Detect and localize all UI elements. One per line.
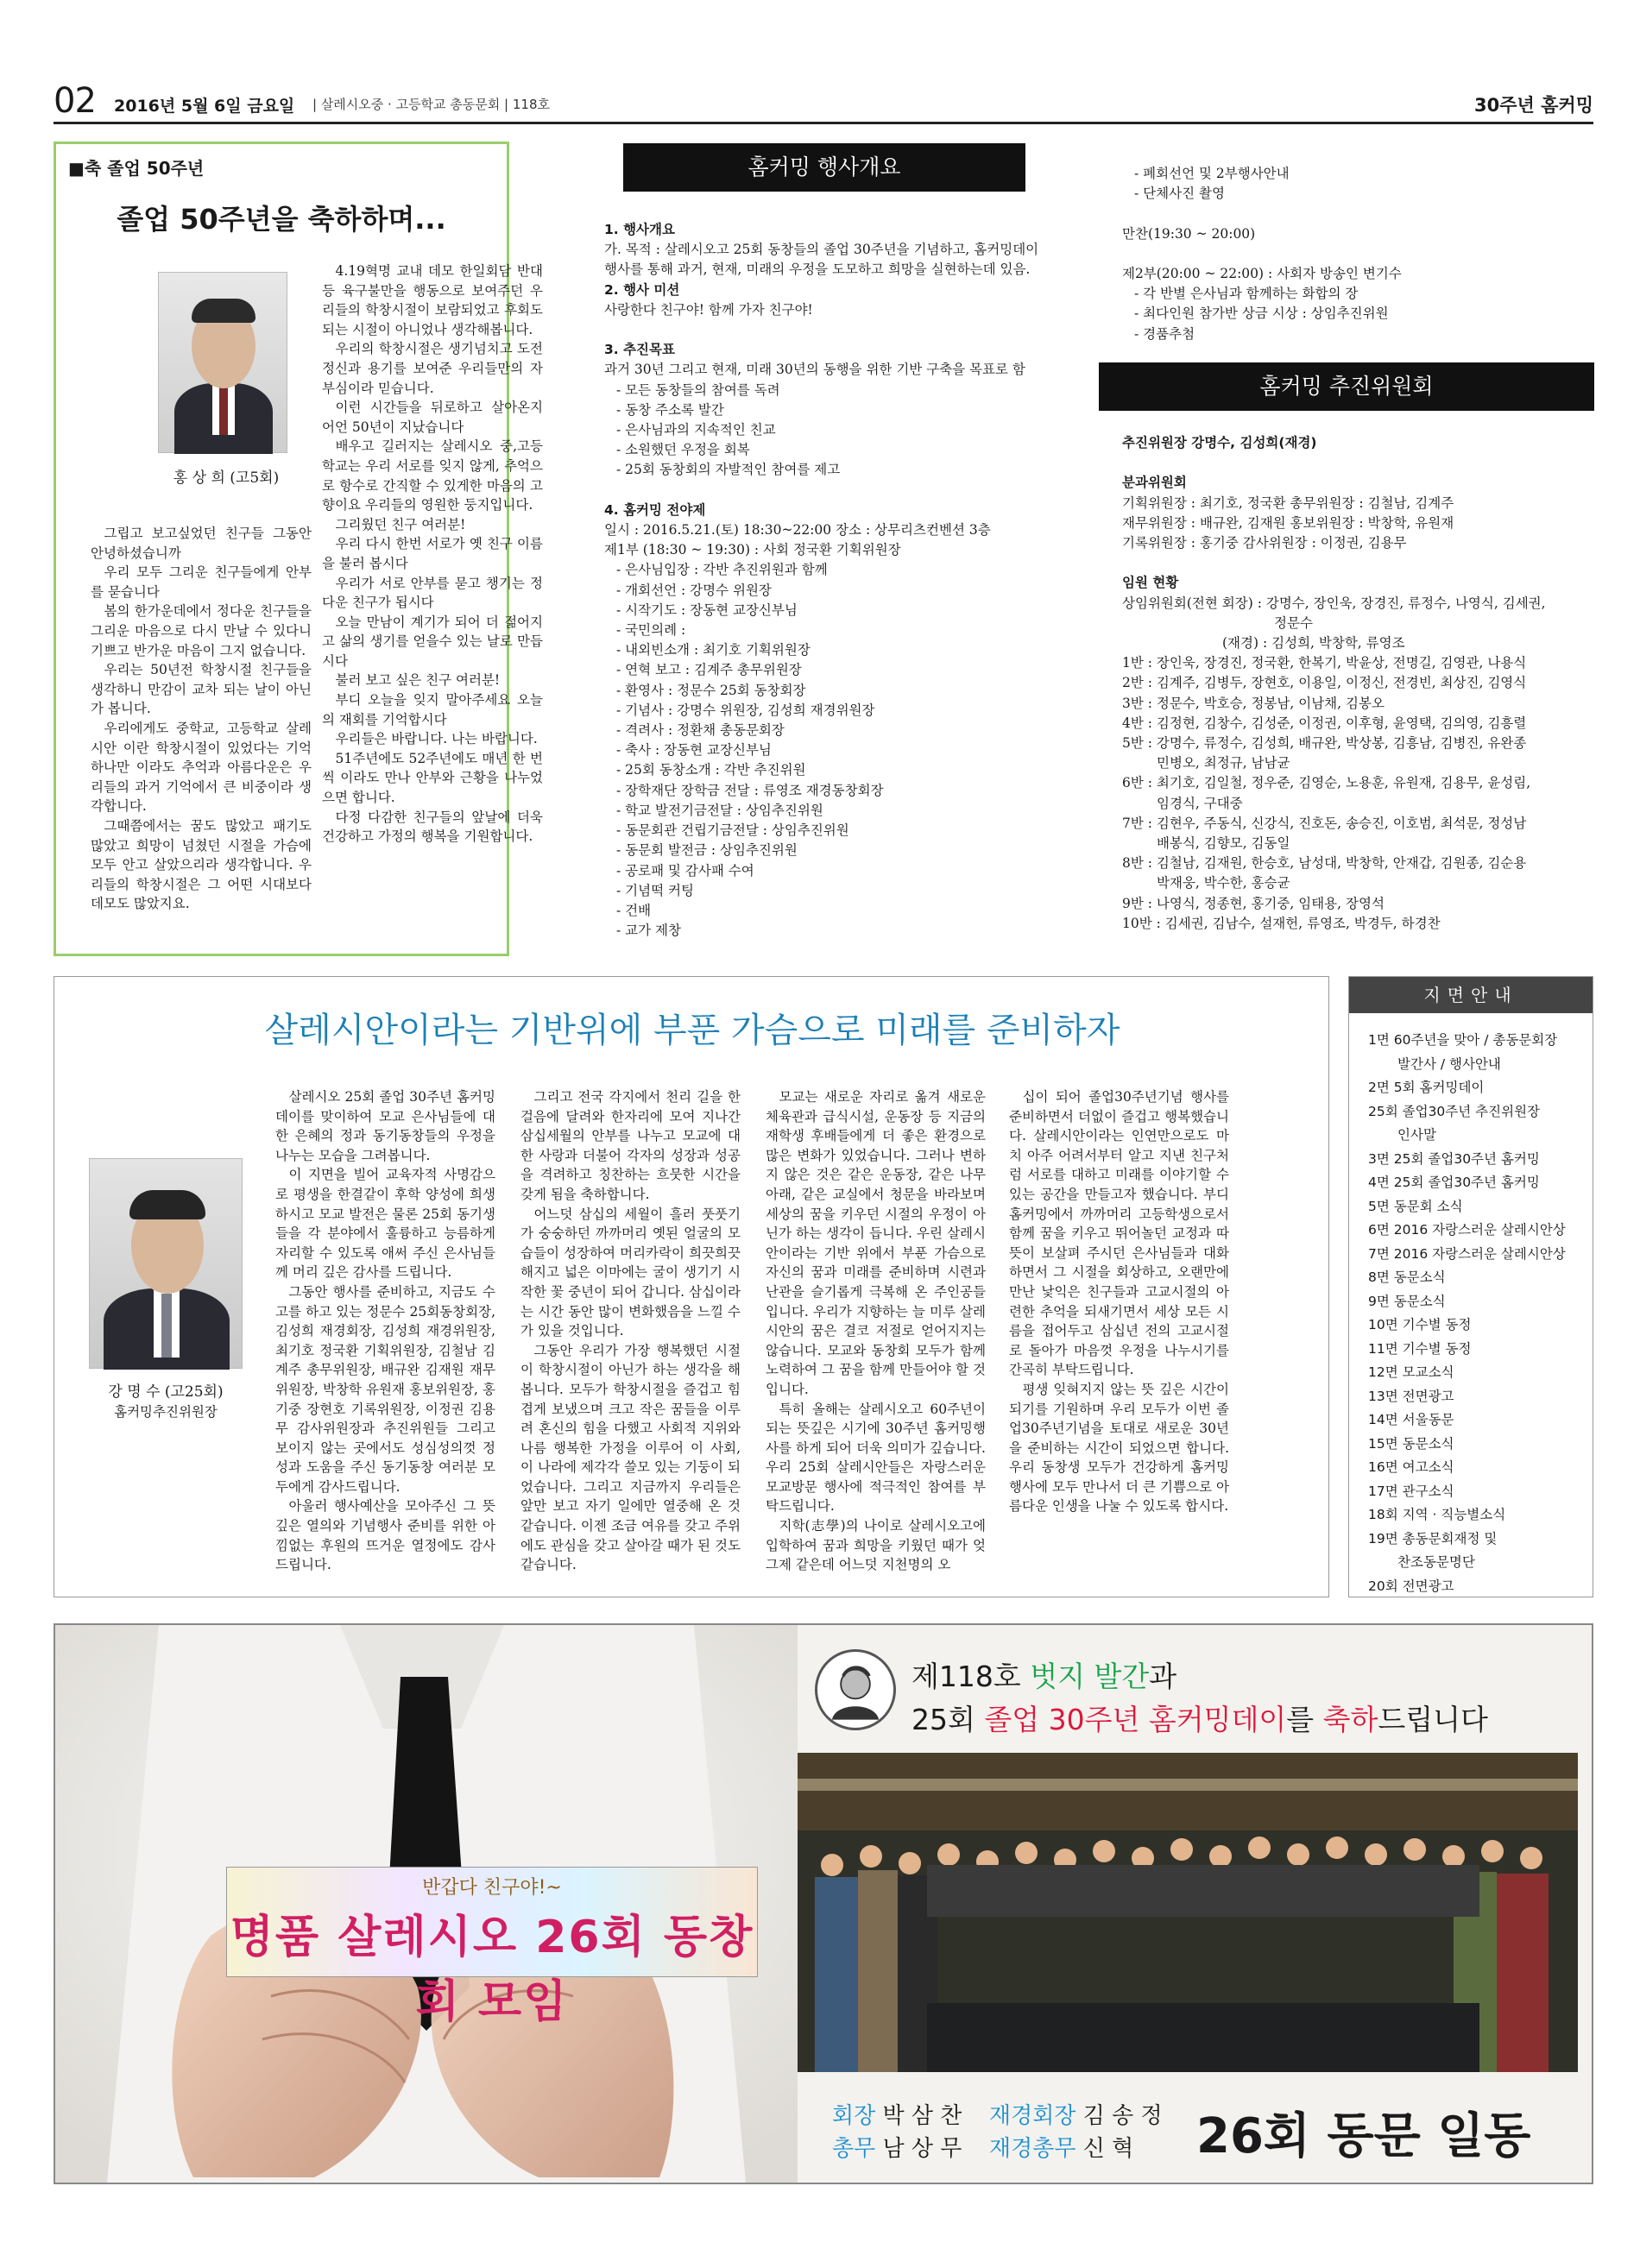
committee-line: 재무위원장 : 배규완, 김재원 홍보위원장 : 박창학, 유원재 (1122, 514, 1454, 531)
officer-president: 회장 박 삼 찬 (832, 2103, 962, 2129)
committee-line: 9반 : 나영식, 정종현, 홍기중, 임태용, 장영석 (1122, 895, 1385, 911)
ad-headline-1: 제118호 벗지 발간과 (911, 1660, 1177, 1693)
overview-line: - 모든 동창들의 참여를 독려 (616, 381, 780, 398)
paragraph: 십이 되어 졸업30주년기념 행사를 준비하면서 더없이 즐겁고 행복했습니다. 살레시안이라는 인연만으로도 마치 아주 어려서부터 알고 지낸 친구처럼 서로를 대하고 미래를 이야기할 수 있는 공간을 만들고자 했습니다. 부디 홈커밍에서 까까머리 고등학생으로서 함께 꿈을 키우고 뛰어놀던 교정과 따뜻이 보살펴 주시던 은사님들과 대화하면서 그 시절을 회상하고, 오랜만에 만난 낯익은 친구들과 고교시절의 아련한 추억을 되새기면서 세상 모든 시름을 접어두고 삼십년 전의 고교시절로 돌아가 마음껏 우정을 나누시기를 간곡히 부탁드립니다. (1009, 1089, 1229, 1378)
article-50th-anniversary (54, 142, 543, 956)
paragraph: 그때쯤에서는 꿈도 많았고 패기도 많았고 희망이 넘쳤던 시절을 가슴에 모두 안고 살았으리라 생각합니다. 우리들의 학창시절은 그 어떤 시대보다 데모도 많았지요. (91, 817, 312, 912)
overview-line: - 축사 : 장동현 교장신부님 (616, 742, 772, 759)
paragraph: 어느덧 삼십의 세월이 흘러 풋풋기가 숭숭하던 까까머리 옛된 얼굴의 모습들이 성장하여 머리카락이 희끗희끗 해지고 넓은 이마에는 굴이 생기기 시작한 꽃 중년이 되어 갑니다. 삼십이라는 시간 동안 많이 변화했음을 느낄 수가 있을 것입니다. (520, 1206, 741, 1339)
index-item: 3면 25회 졸업30주년 홈커밍 (1368, 1150, 1540, 1167)
paragraph: 우리에게도 중학교, 고등학교 살레시안 이란 학창시절이 있었다는 기억 하나만 이라도 추억과 아름다운은 우리들의 과거 기억에서 큰 비중이라 생각합니다. (91, 720, 312, 815)
paragraph: 51주년에도 52주년에도 매년 한 번씩 이라도 만나 안부와 근황을 나누었으면 합니다. (322, 750, 543, 806)
overview-line: - 시작기도 : 장동현 교장신부님 (616, 602, 798, 618)
article-column-1 (91, 524, 312, 914)
index-item: 25회 졸업30주년 추진위원장 (1368, 1103, 1541, 1119)
paragraph: 배우고 길러지는 살레시오 중,고등학교는 우리 서로를 잊지 않게, 추억으로 항수로 간직할 수 있게한 마음의 고향이요 우리들의 영원한 둥지입니다. (322, 438, 543, 513)
founder-emblem (815, 1649, 896, 1730)
index-item: 10면 기수별 동정 (1368, 1317, 1472, 1332)
overview-line (604, 320, 1053, 340)
article-column-3 (766, 1087, 986, 1575)
overview-line: - 기념사 : 강명수 위원장, 김성희 재경위원장 (616, 702, 875, 718)
program-line (1122, 204, 1605, 224)
index-item: 찬조동문명단 (1397, 1554, 1475, 1570)
committee-line: 6반 : 최기호, 김일철, 정우준, 김영순, 노용훈, 유원재, 김용무, 윤성림, (1122, 775, 1531, 791)
committee-line: 기획위원장 : 최기호, 정국환 총무위원장 : 김철남, 김계주 (1122, 495, 1454, 511)
committee-line: 2반 : 김계주, 김병두, 장현호, 이용일, 이정신, 전경빈, 최상진, 김영식 (1122, 675, 1527, 691)
index-item: 6면 2016 자랑스러운 살레시안상 (1368, 1222, 1566, 1238)
paragraph: 우리의 학창시절은 생기넘치고 도전정신과 용기를 보여준 우리들만의 자부심이라 믿습니다. (322, 341, 543, 396)
index-item: 9면 동문소식 (1368, 1293, 1446, 1309)
index-item: 16면 여고소식 (1368, 1459, 1454, 1475)
committee-line: 기록위원장 : 홍기중 감사위원장 : 이정권, 김용무 (1122, 535, 1407, 551)
overview-line: 4. 홈커밍 전야제 (604, 501, 706, 518)
paragraph: 그립고 보고싶었던 친구들 그동안 안녕하셨습니까 (91, 526, 312, 561)
paragraph: 우리가 서로 안부를 묻고 챙기는 정다운 친구가 됩시다 (322, 575, 543, 611)
index-item: 4면 25회 졸업30주년 홈커밍 (1368, 1175, 1540, 1190)
overview-line: - 격려사 : 정환채 총동문회장 (616, 722, 785, 739)
overview-line: - 은사님과의 지속적인 친교 (616, 422, 776, 438)
paragraph: 오늘 만남이 계기가 되어 더 젊어지고 삶의 생기를 얻을수 있는 날로 만듭시다 (322, 614, 543, 669)
ad-headline-2: 25회 졸업 30주년 홈커밍데이를 축하드립니다 (911, 1703, 1488, 1736)
paragraph: 모교는 새로운 자리로 옮겨 새로운 체육관과 급식시설, 운동장 등 지금의 재학생 후배들에게 더 좋은 환경으로 많은 변화가 있었습니다. 그러나 변하지 않은 것은 같은 운동장, 같은 나무 아래, 같은 교실에서 청문을 바라보며 세상의 꿈을 키우던 시절의 우정이 아닌가 하는 생각이 듭니다. 우린 살레시안이라는 기반 위에서 부푼 가슴으로 자신의 꿈과 미래를 준비하며 시련과 난관을 슬기롭게 극복해 온 주인공들입니다. 우리가 지향하는 늘 미루 살레시안의 꿈은 결코 저절로 얻어지지는 않습니다. 모교와 동창회 모두가 함께 노력하여 그 꿈을 함께 만들어야 할 것입니다. (766, 1089, 986, 1397)
page-number: 02 (54, 81, 96, 121)
paragraph: 특히 올해는 살레시오고 60주년이 되는 뜻깊은 시기에 30주년 홈커밍행사를 하게 되어 더욱 의미가 깊습니다. 우리 25회 살레시안들은 자랑스러운 모교방문 행사에 적극적인 참여를 부탁드립니다. (766, 1401, 986, 1515)
overview-line: - 동문회 발전금 : 상임추진위원 (616, 842, 798, 859)
overview-line: - 은사님입장 : 각반 추진위원과 함께 (616, 562, 828, 578)
index-item: 2면 5회 홈커밍데이 (1368, 1080, 1485, 1095)
congratulatory-ad (54, 1623, 1593, 2184)
overview-line: - 환영사 : 정문수 25회 동창회장 (616, 682, 806, 698)
photo-caption: 홍 상 희 (고5회) (173, 469, 280, 487)
portrait-icon (817, 1652, 893, 1728)
program-line: - 폐회선언 및 2부행사안내 (1134, 166, 1290, 181)
overview-line: 2. 행사 미션 (604, 281, 680, 298)
overview-heading: 홈커밍 행사개요 (623, 143, 1025, 192)
officer-seoul-president: 재경회장 김 송 정 (989, 2103, 1163, 2129)
index-item: 발간사 / 행사안내 (1397, 1055, 1501, 1072)
index-item: 20회 전면광고 (1368, 1578, 1454, 1594)
committee-line: 5반 : 강명수, 류정수, 김성희, 배규완, 박상봉, 김흥남, 김병진, 유완종 (1122, 735, 1527, 752)
overview-line: 3. 추진목표 (604, 342, 675, 358)
index-item: 인사말 (1397, 1127, 1436, 1143)
program-line: - 경품추첨 (1134, 325, 1195, 342)
article-title: 졸업 50주년을 축하하며... (117, 203, 446, 236)
paragraph: 다정 다감한 친구들의 앞날에 더욱 건강하고 가정의 행복을 기원합니다. (322, 809, 543, 845)
overview-line: - 25회 동창회의 자발적인 참여를 제고 (616, 462, 841, 478)
paragraph: 봄의 한가운데에서 정다운 친구들을 그리운 마음으로 다시 만날 수 있다니 기쁘고 반가운 마음이 그지 없습니다. (91, 603, 312, 658)
banner-main-text: 명품 살레시오 26회 동창회 모임 (230, 1912, 754, 2028)
committee-line: 7반 : 김현우, 주동식, 신강식, 진호돈, 송승진, 이호범, 최석문, 정성남 (1122, 815, 1527, 831)
committee-line: 박재웅, 박수한, 홍승균 (1157, 875, 1290, 891)
article-column-2 (322, 261, 543, 847)
publisher-line: | 살레시오중 · 고등학교 총동문회 | 118호 (312, 97, 550, 112)
paragraph: 지학(志學)의 나이로 살레시오고에 입학하여 꿈과 희망을 키웠던 때가 엊그제 같은데 어느덧 지천명의 오 (766, 1518, 986, 1573)
paragraph: 그동안 우리가 가장 행복했던 시절이 학창시절이 아닌가 하는 생각을 해 봅니다. 모두가 학창시절을 즐겁고 힘겹게 보냈으며 크고 작은 꿈들을 이루려 혼신의 힘을 다했고 사회적 지위와 나름 행복한 가정을 이루어 이 사회, 이 나라에 제각각 쓸모 있는 기둥이 되었습니다. 그리고 지금까지 우리들은 앞만 보고 자기 일에만 열중해 온 것 같습니다. 이젠 조금 여유를 갖고 주위에도 관심을 갖고 살아갈 때가 된 것도 같습니다. (520, 1342, 741, 1573)
article-column-2 (520, 1087, 741, 1575)
index-item: 13면 전면광고 (1368, 1388, 1454, 1404)
committee-line: (재경) : 김성희, 박창학, 류영조 (1222, 635, 1405, 652)
overview-line: 1. 행사개요 (604, 222, 675, 237)
article-headline: 살레시안이라는 기반위에 부푼 가슴으로 미래를 준비하자 (264, 1011, 1120, 1050)
index-item: 8면 동문소식 (1368, 1269, 1446, 1285)
paragraph: 살레시오 25회 졸업 30주년 홈커밍데이를 맞이하여 모교 은사님들에 대한 은혜의 정과 동기동창들의 우정을 나누는 모습을 그려봅니다. (275, 1089, 495, 1163)
index-item: 17면 관구소식 (1368, 1483, 1454, 1499)
group-photo (798, 1753, 1578, 2072)
committee-line: 8반 : 김철남, 김재원, 한승호, 남성대, 박창학, 안재갑, 김원종, 김순용 (1122, 855, 1527, 872)
paragraph: 이런 시간들을 뒤로하고 살아온지 어언 50년이 지났습니다 (322, 400, 543, 435)
author-photo (158, 272, 287, 453)
index-item: 7면 2016 자랑스러운 살레시안상 (1368, 1245, 1566, 1262)
index-item: 5면 동문회 소식 (1368, 1198, 1463, 1214)
article-chairman-greeting (54, 976, 1329, 1597)
committee-line: 임원 현황 (1122, 575, 1179, 591)
program-continued (1122, 164, 1605, 344)
article-column-4 (1009, 1087, 1229, 1516)
overview-body (604, 220, 1053, 941)
program-line: - 최다인원 참가반 상금 시상 : 상임추진위원 (1134, 306, 1389, 322)
paragraph: 이 지면을 빌어 교육자적 사명감으로 평생을 한결같이 후학 양성에 희생하시고 모교 발전은 물론 25회 동기생들을 각 분야에서 훌륭하고 능름하게 자리할 수 있도록 애써 주신 은사님들께 머리 깊은 감사를 드립니다. (275, 1167, 495, 1281)
paragraph: 부디 오늘을 잊지 말아주세요 오늘의 재회를 기억합시다 (322, 692, 543, 728)
overview-line: - 동창 주소록 발간 (616, 401, 724, 418)
paragraph: 불러 보고 싶은 친구 여러분! (335, 672, 501, 689)
paragraph: 4.19혁명 교내 데모 한일회담 반대등 육구불만을 행동으로 보여주던 우리들의 학창시절이 보람되었고 후회도 되는 시절이 아니었나 생각해봅니다. (322, 263, 543, 337)
program-line: - 각 반별 은사님과 함께하는 화합의 장 (1134, 286, 1359, 302)
index-item: 12면 모교소식 (1368, 1364, 1454, 1380)
ad-signature: 26회 동문 일동 (1196, 2108, 1531, 2164)
overview-line: - 교가 제창 (616, 923, 681, 939)
overview-line: - 기념떡 커팅 (616, 882, 694, 898)
index-item: 15면 동문소식 (1368, 1435, 1454, 1452)
paragraph: 우리는 50년전 학창시절 친구들을 생각하니 만감이 교차 되는 날이 아닌가 봅니다. (91, 662, 312, 717)
paragraph: 그리고 전국 각지에서 천리 길을 한 걸음에 달려와 한자리에 모여 지나간 삼십세월의 안부를 나누고 모교에 대한 사랑과 더불어 각자의 성장과 성공을 격려하고 칭찬하는 흐뭇한 시간을 갖게 됨을 축하합니다. (520, 1089, 741, 1202)
page-header (54, 81, 1593, 124)
committee-line: 정문수 (1274, 614, 1313, 631)
program-line: 제2부(20:00 ~ 22:00) : 사회자 방송인 변기수 (1122, 266, 1402, 282)
overview-line: 가. 목적 : 살레시오고 25회 동창들의 졸업 30주년을 기념하고, 홈커밍데이 행사를 통해 과거, 현재, 미래의 우정을 도모하고 희망을 실현하는데 있음. (604, 242, 1039, 278)
committee-line: 4반 : 김정현, 김창수, 김성준, 이정권, 이후형, 윤영택, 김의영, 김흥렬 (1122, 715, 1527, 731)
overview-line: 과거 30년 그리고 현재, 미래 30년의 동행을 위한 기반 구축을 목표로 함 (604, 362, 1025, 378)
overview-line: - 내외빈소개 : 최기호 기획위원장 (616, 642, 811, 658)
program-line (1122, 244, 1605, 264)
committee-line (1122, 553, 1605, 573)
index-item: 18회 지역 · 직능별소식 (1368, 1507, 1506, 1522)
committee-line: 분과위원회 (1122, 475, 1187, 491)
banner-small-text: 반갑다 친구야!~ (422, 1877, 562, 1899)
chairman-role: 홈커밍추진위원장 (114, 1404, 218, 1420)
committee-heading: 홈커밍 추진위원회 (1099, 362, 1594, 411)
committee-line: 추진위원장 강명수, 김성희(재경) (1122, 435, 1317, 450)
overview-line: - 국민의례 : (616, 622, 686, 639)
index-item: 19면 총동문회재정 및 (1368, 1530, 1498, 1547)
index-item: 11면 기수별 동정 (1368, 1340, 1472, 1357)
index-item: 14면 서울동문 (1368, 1412, 1454, 1427)
index-heading: 지면안내 (1349, 977, 1593, 1013)
paragraph: 우리들은 바랍니다. 나는 바랍니다. (335, 731, 538, 747)
chairman-name: 강 명 수 (고25회) (108, 1383, 224, 1401)
overview-line: - 연혁 보고 : 김계주 총무위원장 (616, 662, 802, 678)
committee-line: 임경식, 구대중 (1157, 795, 1243, 811)
overview-line: - 건배 (616, 902, 652, 918)
section-title: 30주년 홈커밍 (1474, 95, 1593, 116)
overview-line: - 동문회관 건립기금전달 : 상임추진위원 (616, 822, 849, 839)
overview-line: - 공로패 및 감사패 수여 (616, 862, 754, 879)
overview-line: - 25회 동창소개 : 각반 추진위원 (616, 762, 806, 778)
committee-line: 10반 : 김세권, 김남수, 설재헌, 류영조, 박경두, 하경찬 (1122, 915, 1441, 931)
program-line: 만찬(19:30 ~ 20:00) (1122, 225, 1256, 242)
reunion-banner (226, 1867, 758, 2028)
officer-seoul-secretary: 재경총무 신 혁 (989, 2136, 1134, 2162)
paragraph: 평생 잊혀지지 않는 뜻 깊은 시간이 되기를 기원하며 우리 모두가 이번 졸업30주년기념을 토대로 새로운 30년을 준비하는 시간이 되었으면 합니다. 우리 동창생 모두가 건강하게 홈커밍 행사에 모두 만나서 더 큰 기쁨으로 아름다운 인생을 나눌 수 있도록 합시다. (1009, 1381, 1229, 1515)
overview-line: 사랑한다 친구야! 함께 가자 친구야! (604, 301, 813, 318)
overview-line: - 장학재단 장학금 전달 : 류영조 재경동창회장 (616, 782, 884, 798)
overview-line (604, 481, 1053, 501)
page-index (1348, 976, 1593, 1597)
overview-line: 제1부 (18:30 ~ 19:30) : 사회 정국환 기획위원장 (604, 542, 901, 558)
officer-secretary: 총무 남 상 무 (832, 2136, 962, 2162)
paragraph: 그동안 행사를 준비하고, 지금도 수고를 하고 있는 정문수 25회동창회장, 김성희 재경회장, 김성희 재경위원장, 최기호 정국환 기획위원장, 김철남 김계주 총무위원장, 배규완 김재원 재무위원장, 박창학 유원재 홍보위원장, 홍기중 장현호 기록위원장, 이정권 김용무 감사위원장과 추진위원들 그리고 보이지 않는 곳에서도 성심성의껏 정성과 도움을 주신 동기동창 여러분 모두에게 감사드립니다. (275, 1283, 495, 1495)
program-line: - 단체사진 촬영 (1134, 186, 1225, 202)
article-tag: ■축 졸업 50주년 (68, 158, 205, 179)
committee-line: 3반 : 정문수, 박호승, 정봉남, 이남채, 김봉오 (1122, 695, 1385, 711)
chairman-photo (89, 1158, 243, 1369)
overview-line: - 소원했던 우정을 회복 (616, 442, 750, 458)
overview-line: 일시 : 2016.5.21.(토) 18:30~22:00 장소 : 상무리츠컨벤션 3층 (604, 522, 991, 539)
committee-line: 민병오, 최정규, 남남균 (1157, 755, 1290, 772)
overview-line: - 학교 발전기금전달 : 상임추진위원 (616, 802, 823, 818)
article-column-1 (275, 1087, 495, 1575)
committee-line (1122, 453, 1605, 473)
index-item: 1면 60주년을 맞아 / 총동문회장 (1368, 1032, 1558, 1048)
overview-line: - 개회선언 : 강명수 위원장 (616, 582, 772, 598)
paragraph: 그리웠던 친구 여러분! (335, 516, 466, 532)
paragraph: 우리 모두 그리운 친구들에게 안부를 묻습니다 (91, 564, 312, 600)
paragraph: 우리 다시 한번 서로가 옛 친구 이름을 불러 봅시다 (322, 536, 543, 571)
committee-body (1122, 433, 1605, 934)
index-list (1368, 1029, 1582, 1598)
committee-line: 1반 : 장인욱, 장경진, 정국환, 한복기, 박윤상, 전명길, 김영관, 나용식 (1122, 655, 1527, 671)
paragraph: 아울러 행사예산을 모아주신 그 뜻깊은 열의와 기념행사 준비를 위한 아낌없는 후원의 뜨거운 열정에도 감사드립니다. (275, 1498, 495, 1573)
issue-date: 2016년 5월 6일 금요일 (114, 97, 295, 116)
committee-line: 배봉식, 김향모, 김동일 (1157, 835, 1290, 852)
committee-line: 상임위원회(전현 회장) : 강명수, 장인욱, 장경진, 류정수, 나영식, 김세권, (1122, 595, 1546, 611)
